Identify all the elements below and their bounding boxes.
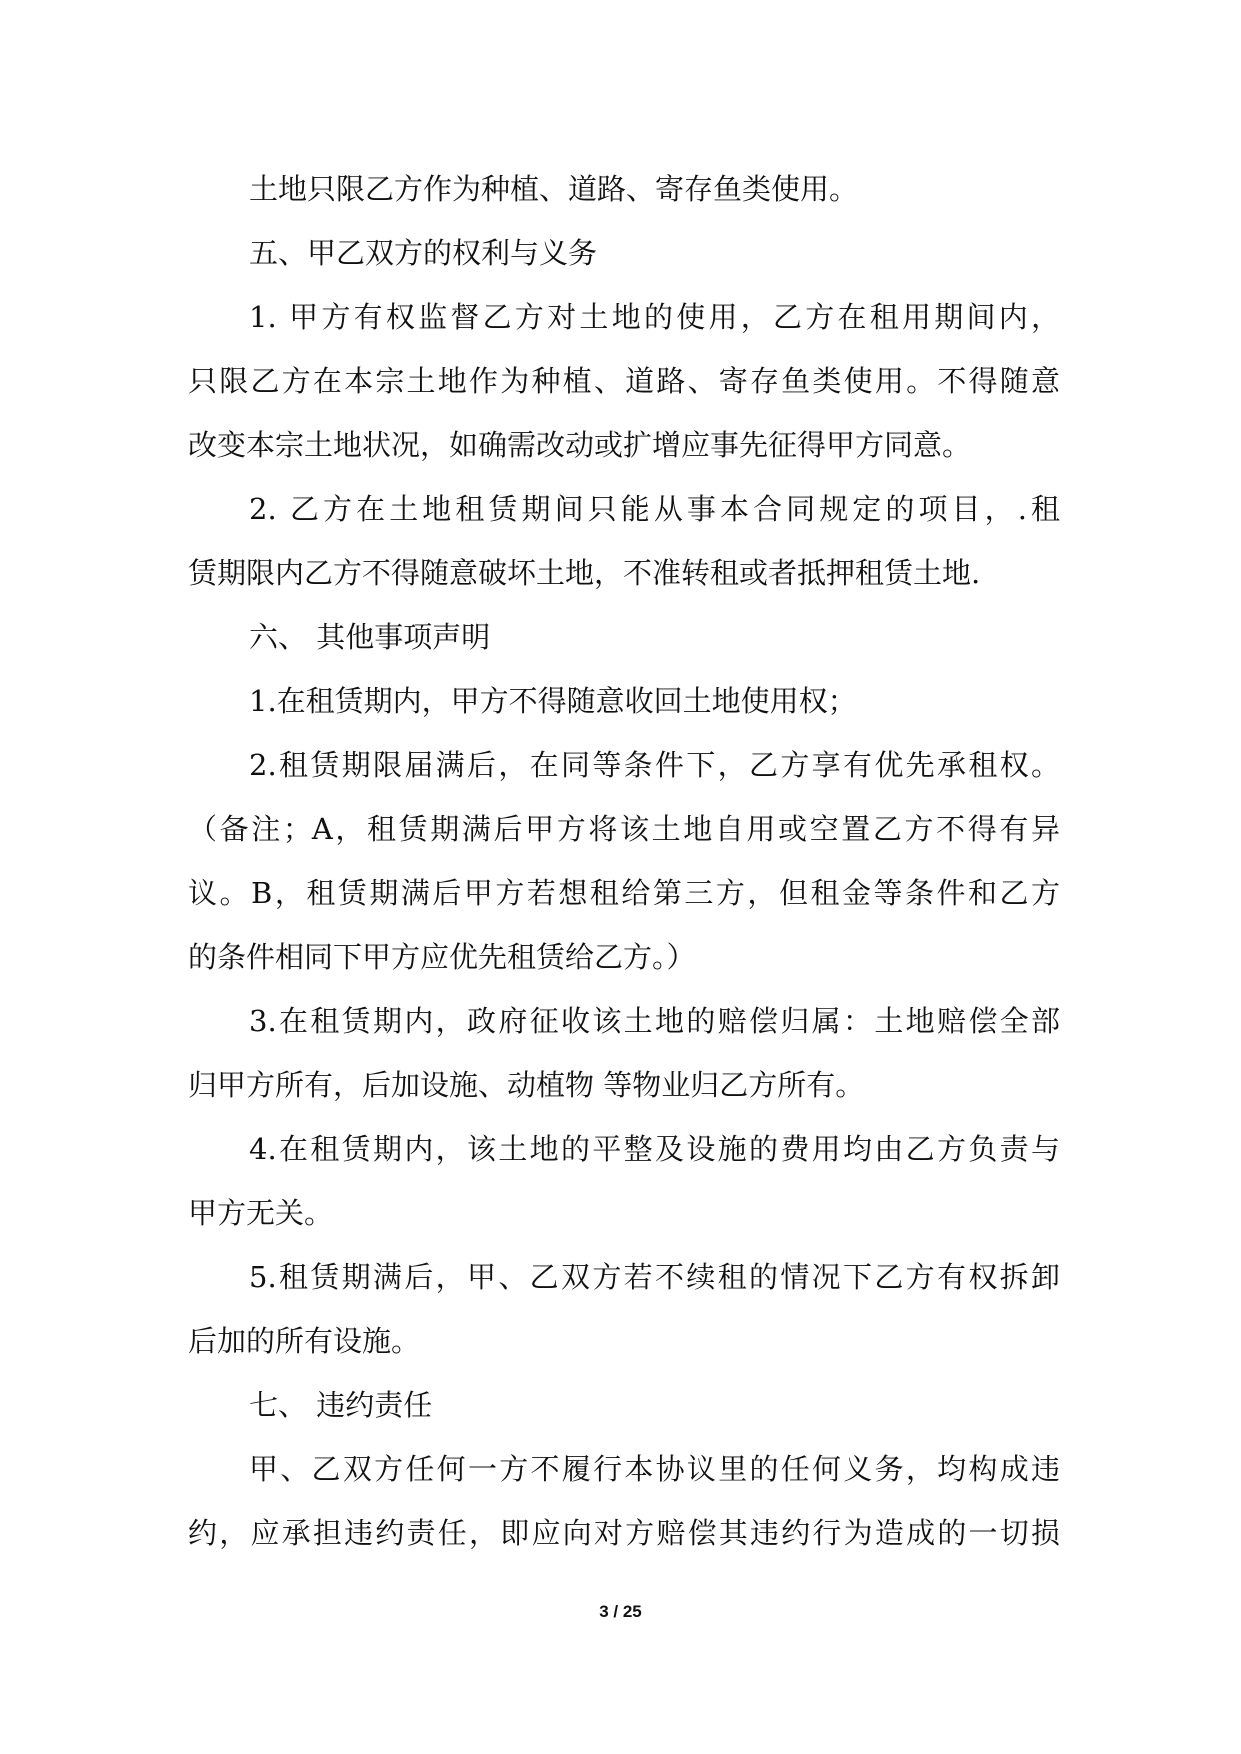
text-line: 5.租赁期满后，甲、乙双方若不续租的情况下乙方有权拆卸 [249,1260,1060,1294]
text-line: 1. 甲方有权监督乙方对土地的使用，乙方在租用期间内， [249,300,1060,334]
document-body [188,157,1060,1565]
text-line: （备注；A，租赁期满后甲方将该土地自用或空置乙方不得有异 [188,812,1060,846]
text-line: 甲方无关。 [188,1196,334,1230]
text-line: 土地只限乙方作为种植、道路、寄存鱼类使用。 [249,172,859,206]
text-line: 3.在租赁期内，政府征收该土地的赔偿归属：土地赔偿全部 [249,1004,1060,1038]
page-number: 3 / 25 [599,1602,642,1621]
text-line: 改变本宗土地状况，如确需改动或扩增应事先征得甲方同意。 [188,428,972,462]
section-heading: 七、 违约责任 [249,1388,433,1422]
text-line: 约，应承担违约责任，即应向对方赔偿其违约行为造成的一切损 [188,1516,1060,1550]
text-line: 议。B，租赁期满后甲方若想租给第三方，但租金等条件和乙方 [188,876,1060,910]
section-heading: 五、甲乙双方的权利与义务 [249,236,598,270]
text-line: 只限乙方在本宗土地作为种植、道路、寄存鱼类使用。不得随意 [188,364,1060,398]
text-line: 2.租赁期限届满后，在同等条件下，乙方享有优先承租权。 [249,748,1060,782]
text-line: 的条件相同下甲方应优先租赁给乙方。） [188,940,696,974]
text-line: 后加的所有设施。 [188,1324,421,1358]
text-line: 2. 乙方在土地租赁期间只能从事本合同规定的项目，.租 [249,492,1060,526]
text-line: 归甲方所有，后加设施、动植物 等物业归乙方所有。 [188,1068,865,1102]
text-line: 甲、乙双方任何一方不履行本协议里的任何义务，均构成违 [249,1452,1060,1486]
text-line: 4.在租赁期内，该土地的平整及设施的费用均由乙方负责与 [249,1132,1060,1166]
section-heading: 六、 其他事项声明 [249,620,491,654]
text-line: 赁期限内乙方不得随意破坏土地，不准转租或者抵押租赁土地. [188,556,981,590]
text-line: 1.在租赁期内，甲方不得随意收回土地使用权； [249,684,857,718]
